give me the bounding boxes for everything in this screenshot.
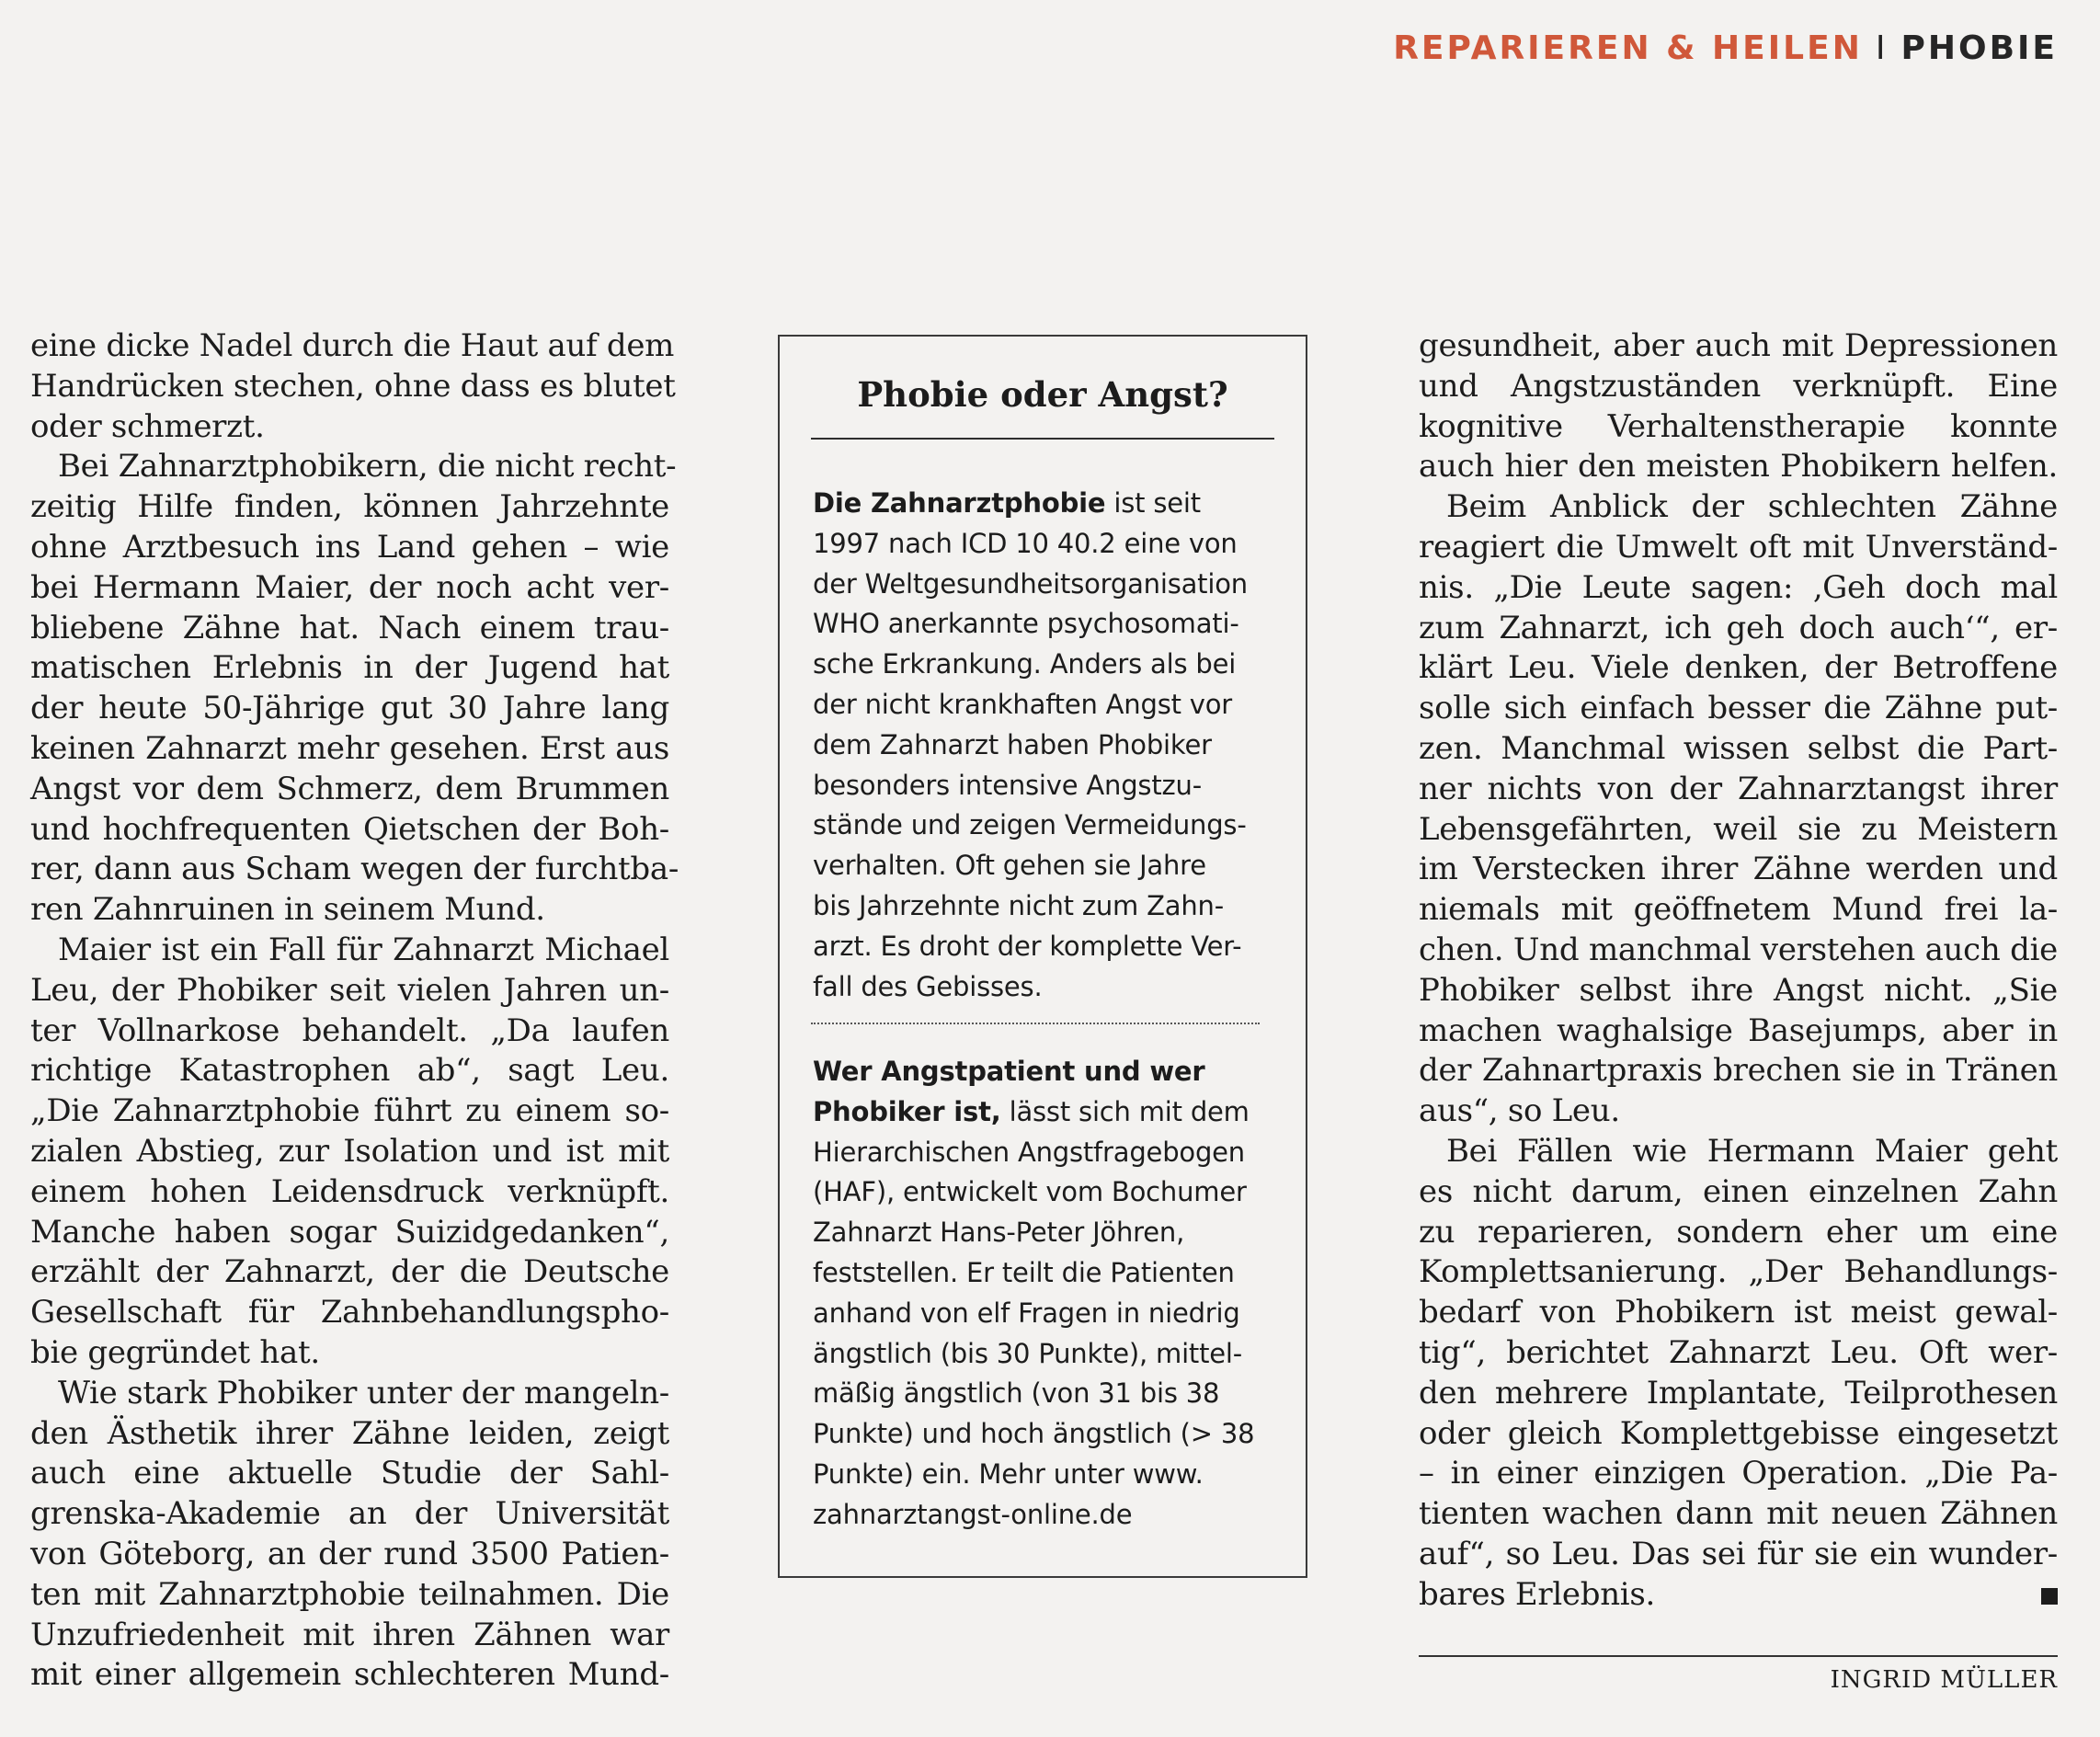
text-line: mit einer allgemein schlechteren Mund- [30,1656,669,1694]
text-line: zeitig Hilfe finden, können Jahrzehnte [30,488,669,526]
text-line: klärt Leu. Viele denken, der Betroffene [1419,649,2058,687]
box-paragraph-2 [813,1052,1278,1536]
text-line: zahnarztangst-online.de [813,1498,1133,1530]
text-line: Phobiker selbst ihre Angst nicht. „Sie [1419,971,2058,1009]
text-line: auch hier den meisten Phobikern helfen. [1419,448,2058,486]
text-line: zen. Manchmal wissen selbst die Part- [1419,729,2058,767]
text-line: auch eine aktuelle Studie der Sahl- [30,1455,669,1492]
text-line: auf“, so Leu. Das sei für sie ein wunder- [1419,1535,2058,1572]
text-line: der Weltgesundheitsorganisation [813,567,1248,600]
lead-text: Wer Angstpatient und wer [813,1056,1205,1087]
text-line: (HAF), entwickelt vom Bochumer [813,1176,1247,1208]
text-line: chen. Und manchmal verstehen auch die [1419,931,2058,968]
text-line [813,1092,1278,1133]
title-rule [811,438,1274,440]
text-line: dem Zahnarzt haben Phobiker [813,728,1212,760]
dotted-divider [811,1023,1260,1024]
text-line: niemals mit geöffnetem Mund frei la- [1419,891,2058,929]
author-byline: INGRID MÜLLER [1830,1666,2058,1694]
text-line: Bei Zahnarztphobikern, die nicht recht- [58,448,677,486]
text-line: Beim Anblick der schlechten Zähne [1446,488,2058,526]
text-line: WHO anerkannte psychosomati- [813,608,1239,640]
text-line: zum Zahnarzt, ich geh doch auch‘“, er- [1419,609,2058,646]
lead-text: Phobiker ist, [813,1095,1001,1127]
text-line: es nicht darum, einen einzelnen Zahn [1419,1172,2058,1210]
text-line: gesundheit, aber auch mit Depressionen [1419,327,2058,364]
text-line: im Verstecken ihrer Zähne werden und [1419,851,2058,888]
text-line: Bei Fällen wie Hermann Maier geht [1446,1132,2058,1170]
text-line: Angst vor dem Schmerz, dem Brummen [30,770,669,807]
text-line: reagiert die Umwelt oft mit Unverständ- [1419,528,2058,566]
text-line: der heute 50-Jährige gut 30 Jahre lang [30,690,669,727]
text-line: bliebene Zähne hat. Nach einem trau- [30,609,669,646]
text-line: Punkte) und hoch ängstlich (> 38 [813,1418,1255,1450]
text-line: ohne Arztbesuch ins Land gehen – wie [30,528,669,566]
text-line: tig“, berichtet Zahnarzt Leu. Oft wer- [1419,1333,2058,1371]
text-line: Handrücken stechen, ohne dass es blutet [30,367,676,405]
text-line: zu reparieren, sondern eher um eine [1419,1213,2058,1251]
text-line: arzt. Es droht der komplette Ver- [813,930,1242,962]
text-line: ten mit Zahnarztphobie teilnahmen. Die [30,1575,669,1613]
text-line: „Die Zahnarztphobie führt zu einem so- [30,1092,669,1130]
text-line: zialen Abstieg, zur Isolation und ist mit [30,1132,669,1170]
text-line [813,484,1278,524]
box-paragraph-1 [813,484,1278,1007]
byline-rule [1419,1655,2058,1657]
text-line: Komplettsanierung. „Der Behandlungs- [1419,1253,2058,1291]
text-line: der Zahnartpraxis brechen sie in Tränen [1419,1052,2058,1090]
text-line: anhand von elf Fragen in niedrig [813,1297,1240,1329]
text-line: Hierarchischen Angstfragebogen [813,1136,1245,1168]
text-line: nis. „Die Leute sagen: ‚Geh doch mal [1419,568,2058,606]
text-line: 1997 nach ICD 10 40.2 eine von [813,527,1238,559]
text-line: bei Hermann Maier, der noch acht ver- [30,568,669,606]
text-line: eine dicke Nadel durch die Haut auf dem [30,327,675,364]
text-line: oder gleich Komplettgebisse eingesetzt [1419,1414,2058,1452]
text-line: Wie stark Phobiker unter der mangeln- [58,1374,669,1411]
text-line: Zahnarzt Hans-Peter Jöhren, [813,1217,1185,1249]
text-line: Punkte) ein. Mehr unter www. [813,1457,1204,1490]
text-line: bie gegründet hat. [30,1333,320,1371]
text-line: Unzufriedenheit mit ihren Zähnen war [30,1616,669,1653]
text-line: sche Erkrankung. Anders als bei [813,648,1237,680]
text-line: kognitive Verhaltenstherapie konnte [1419,407,2058,445]
box-title: Phobie oder Angst? [857,374,1228,415]
header-separator: I [1875,29,1889,67]
text-line: den mehrere Implantate, Teilprothesen [1419,1374,2058,1411]
text-line: ängstlich (bis 30 Punkte), mittel- [813,1337,1243,1369]
text-line: mäßig ängstlich (von 31 bis 38 [813,1377,1220,1410]
text-line [813,1052,1278,1092]
text-line: fall des Gebisses. [813,970,1043,1002]
left-column [30,326,679,1696]
section-header [1393,29,2058,67]
text-line: rer, dann aus Scham wegen der furchtba- [30,851,679,888]
text-line: Lebensgefährten, weil sie zu Meistern [1419,810,2058,848]
text-line: richtige Katastrophen ab“, sagt Leu. [30,1052,669,1090]
text-line: ner nichts von der Zahnarztangst ihrer [1419,770,2058,807]
text-line: feststellen. Er teilt die Patienten [813,1256,1235,1288]
text-line: Gesellschaft für Zahnbehandlungspho- [30,1294,669,1331]
text-run: lässt sich mit dem [1000,1095,1250,1127]
text-line [1419,1575,2058,1616]
info-box [778,335,1307,1578]
text-line: den Ästhetik ihrer Zähne leiden, zeigt [30,1414,669,1452]
text-line: solle sich einfach besser die Zähne put- [1419,690,2058,727]
text-line: und hochfrequenten Qietschen der Boh- [30,810,669,848]
text-line: von Göteborg, an der rund 3500 Patien- [30,1535,669,1572]
text-line: bis Jahrzehnte nicht zum Zahn- [813,889,1224,921]
text-run: ist seit [1105,487,1201,519]
text-line: stände und zeigen Vermeidungs- [813,809,1247,841]
text-line: matischen Erlebnis in der Jugend hat [30,649,669,687]
lead-text: Die Zahnarztphobie [813,487,1106,519]
text-line: – in einer einzigen Operation. „Die Pa- [1419,1455,2058,1492]
text-line: tienten wachen dann mit neuen Zähnen [1419,1495,2058,1533]
text-line: aus“, so Leu. [1419,1092,1620,1130]
text-run: bares Erlebnis. [1419,1575,1656,1613]
text-line: der nicht krankhaften Angst vor [813,688,1233,720]
text-line: besonders intensive Angstzu- [813,769,1202,801]
text-line: oder schmerzt. [30,407,265,445]
text-line: machen waghalsige Basejumps, aber in [1419,1011,2058,1049]
end-mark-square-icon [2041,1588,2058,1605]
text-line: bedarf von Phobikern ist meist gewal- [1419,1294,2058,1331]
text-line: erzählt der Zahnarzt, der die Deutsche [30,1253,669,1291]
text-line: verhalten. Oft gehen sie Jahre [813,850,1206,882]
topic-label: PHOBIE [1900,29,2058,67]
text-line: keinen Zahnarzt mehr gesehen. Erst aus [30,729,669,767]
text-line: einem hohen Leidensdruck verknüpft. [30,1172,669,1210]
right-column [1419,326,2058,1616]
text-line: Manche haben sogar Suizidgedanken“, [30,1213,669,1251]
text-line: grenska-Akademie an der Universität [30,1495,669,1533]
text-line: ren Zahnruinen in seinem Mund. [30,891,545,929]
text-line: Maier ist ein Fall für Zahnarzt Michael [58,931,669,968]
text-line: und Angstzuständen verknüpft. Eine [1419,367,2058,405]
text-line: ter Vollnarkose behandelt. „Da laufen [30,1011,669,1049]
section-label: REPARIEREN & HEILEN [1393,29,1863,67]
text-line: Leu, der Phobiker seit vielen Jahren un- [30,971,669,1009]
